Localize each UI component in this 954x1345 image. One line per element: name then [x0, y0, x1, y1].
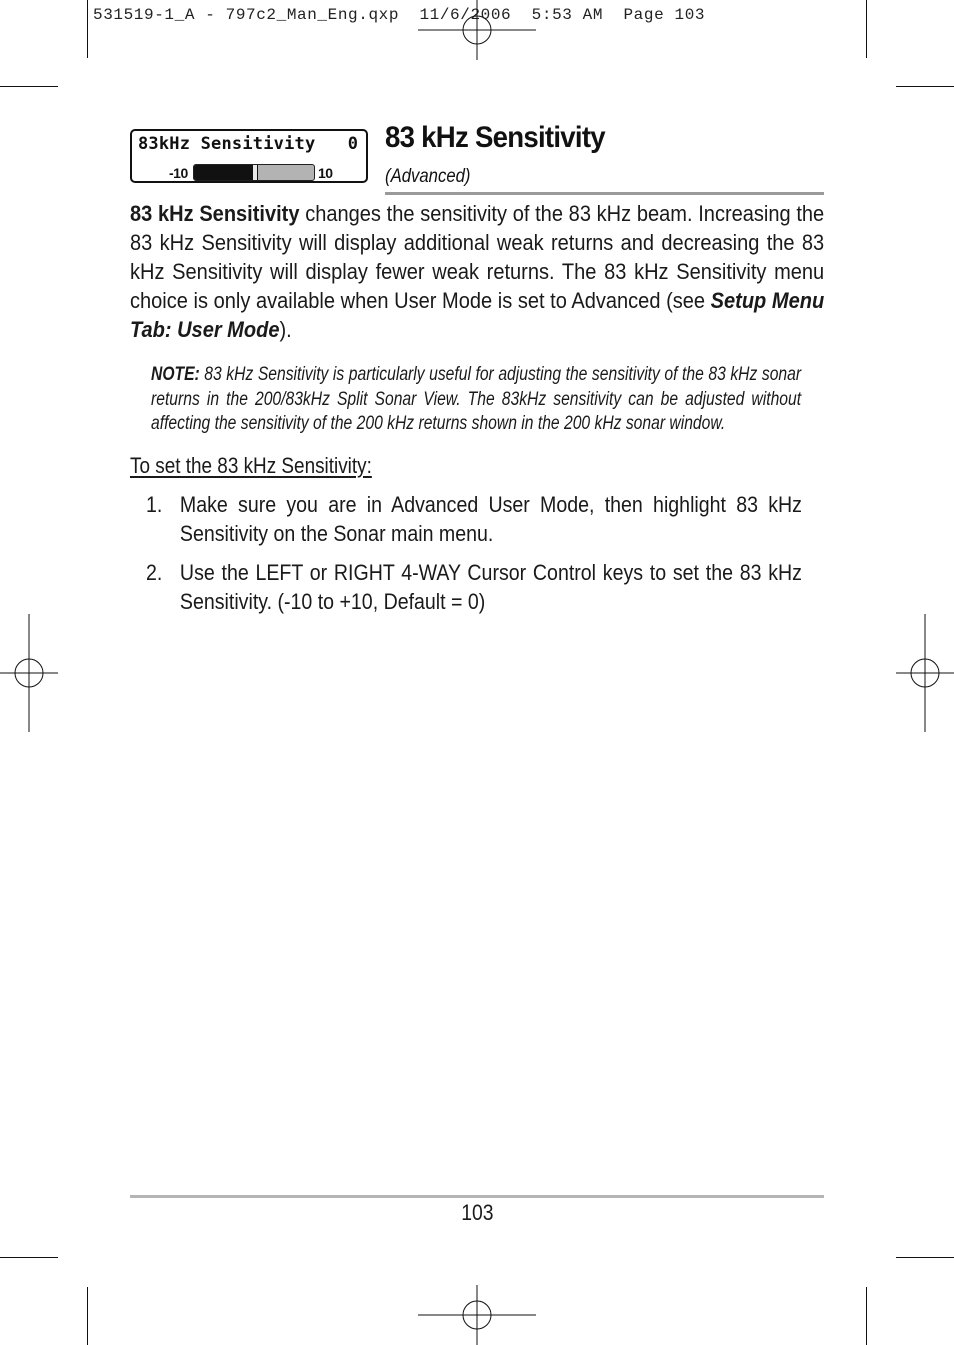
crop-mark-top-right-v [866, 0, 867, 58]
step-number: 2. [146, 560, 163, 585]
crop-mark-top-left-h [0, 86, 58, 87]
sensitivity-slider-track [193, 164, 315, 181]
crop-mark-bottom-right-h [896, 1257, 954, 1258]
note-paragraph [151, 363, 801, 437]
section-title: 83 kHz Sensitivity [385, 121, 605, 154]
section-subtitle: (Advanced) [385, 166, 471, 187]
crop-mark-top-right-h [896, 86, 954, 87]
widget-min-label: -10 [169, 165, 188, 181]
note-label: NOTE: [151, 364, 200, 385]
procedure-step [146, 490, 802, 548]
page-number: 103 [460, 1200, 494, 1225]
sensitivity-slider-thumb [252, 164, 258, 181]
crop-mark-bottom-left-h [0, 1257, 58, 1258]
description-paragraph [130, 199, 824, 344]
crop-mark-bottom-right-v [866, 1287, 867, 1345]
crop-mark-top-left-v [87, 0, 88, 58]
footer-rule [130, 1195, 824, 1198]
description-reference: Setup Menu Tab: User Mode [130, 288, 825, 342]
procedure-heading: To set the 83 kHz Sensitivity: [130, 453, 372, 478]
sensitivity-menu-widget [130, 129, 368, 183]
description-tail: ). [279, 317, 292, 342]
page-number-container [0, 1200, 954, 1226]
print-slug: 531519-1_A - 797c2_Man_Eng.qxp 11/6/2006 5:53 AM Page 103 [93, 6, 706, 24]
note-text: 83 kHz Sensitivity is particularly useful for adjusting the sensitivity of the 83 kHz sonar returns in the 200/83kHz Split Sonar View. The 83kHz sensitivity can be adjusted without affecting the sensitivity of the 200 kHz returns shown in the 200 kHz sonar window. [151, 364, 802, 434]
widget-title: 83kHz Sensitivity [138, 134, 316, 154]
registration-mark-left [0, 614, 58, 732]
step-text: Make sure you are in Advanced User Mode, then highlight 83 kHz Sensitivity on the Sonar main menu. [179, 492, 802, 546]
registration-mark-right [896, 614, 954, 732]
description-lead: 83 kHz Sensitivity [130, 201, 300, 226]
description-text: changes the sensitivity of the 83 kHz beam. Increasing the 83 kHz Sensitivity will display additional weak returns and decreasing the 83 kHz Sensitivity will display fewer weak returns. The 83 kHz Sensitivity menu choice is only available when User Mode is set to Advanced (see [130, 201, 825, 313]
crop-mark-bottom-left-v [87, 1287, 88, 1345]
step-number: 1. [146, 492, 163, 517]
widget-value: 0 [347, 134, 358, 154]
widget-max-label: 10 [318, 165, 333, 181]
registration-mark-bottom [418, 1285, 536, 1345]
title-underline-rule [385, 192, 824, 195]
procedure-step [146, 558, 802, 616]
step-text: Use the LEFT or RIGHT 4-WAY Cursor Control keys to set the 83 kHz Sensitivity. (-10 to +10, Default = 0) [179, 560, 802, 614]
registration-mark-top [418, 0, 536, 60]
sensitivity-slider-fill [194, 165, 254, 180]
